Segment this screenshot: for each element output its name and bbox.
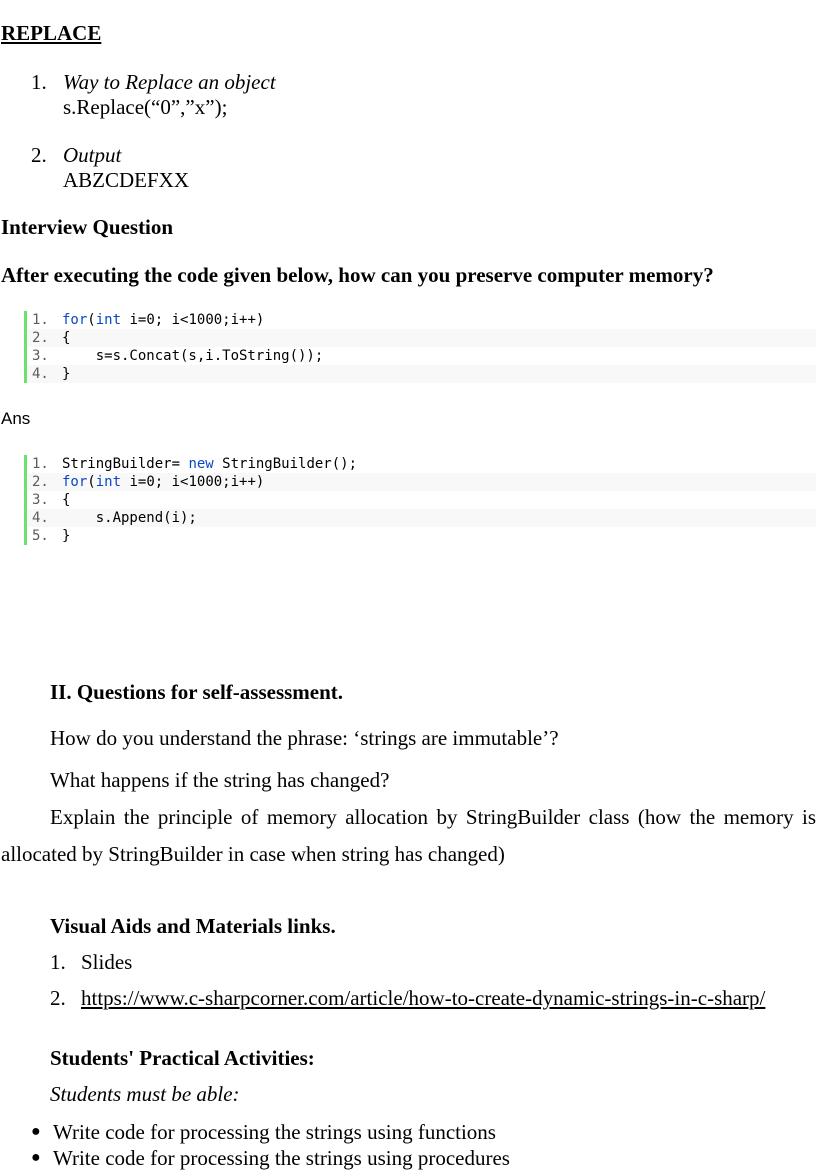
bullet-icon: ●	[31, 1149, 41, 1166]
line-number: 5.	[32, 528, 49, 544]
code-text: }	[62, 366, 71, 382]
line-number: 1.	[32, 456, 49, 472]
line-number: 2.	[32, 330, 49, 346]
visual-aids-title: Visual Aids and Materials links.	[50, 914, 336, 938]
code-line	[27, 455, 816, 473]
question-text: What happens if the string has changed?	[50, 768, 390, 792]
line-number: 3.	[32, 492, 49, 508]
list-item-label: Way to Replace an object	[63, 70, 276, 94]
self-assessment-title: II. Questions for self-assessment.	[50, 680, 344, 704]
code-text: i=0; i<1000;i++)	[121, 312, 265, 328]
code-line	[27, 527, 816, 545]
bullet-item: Write code for processing the strings using functions	[53, 1120, 496, 1144]
code-text: i=0; i<1000;i++)	[121, 474, 265, 490]
code-text: s.Append(i);	[62, 510, 197, 526]
code-line	[27, 491, 816, 509]
slides-item: Slides	[81, 950, 133, 974]
code-block-answer	[24, 455, 816, 545]
article-link[interactable]: https://www.c-sharpcorner.com/article/how-to-create-dynamic-strings-in-c-sharp/	[81, 986, 766, 1010]
code-text: StringBuilder();	[213, 456, 358, 472]
interview-question: After executing the code given below, how can you preserve computer memory?	[1, 263, 714, 287]
interview-heading: Interview Question	[1, 215, 174, 239]
code-keyword: for	[62, 474, 88, 490]
code-line	[27, 509, 816, 527]
code-keyword: int	[95, 474, 122, 490]
line-number: 1.	[32, 312, 49, 328]
list-item-label: Output	[63, 143, 122, 167]
question-text-continued: allocated by StringBuilder in case when string has changed)	[1, 842, 505, 866]
code-line	[27, 347, 816, 365]
line-number: 3.	[32, 348, 49, 364]
code-keyword: for	[62, 312, 88, 328]
question-text: Explain the principle of memory allocation by StringBuilder class (how the memory is	[50, 805, 816, 829]
code-text: }	[62, 528, 71, 544]
line-number: 2.	[32, 474, 49, 490]
section-heading-replace: REPLACE	[1, 21, 102, 45]
list-number: 2.	[50, 986, 66, 1010]
code-text: (	[87, 312, 96, 328]
activities-title: Students' Practical Activities:	[50, 1046, 315, 1070]
code-line	[27, 365, 816, 383]
question-text: How do you understand the phrase: ‘strings are immutable’?	[50, 726, 559, 750]
code-keyword: int	[95, 312, 122, 328]
code-line	[27, 473, 816, 491]
list-number: 1.	[50, 950, 66, 974]
code-keyword: new	[188, 456, 214, 472]
code-line	[27, 311, 816, 329]
output-text: ABZCDEFXX	[63, 168, 190, 192]
line-number: 4.	[32, 366, 49, 382]
code-text: {	[62, 330, 71, 346]
list-number: 2.	[31, 143, 47, 167]
code-text: StringBuilder=	[62, 456, 189, 472]
list-number: 1.	[31, 70, 47, 94]
code-text: s=s.Concat(s,i.ToString());	[62, 348, 324, 364]
bullet-icon: ●	[31, 1123, 41, 1140]
code-text: (	[87, 474, 96, 490]
bullet-item: Write code for processing the strings using procedures	[53, 1146, 510, 1170]
code-snippet-text: s.Replace(“0”,”x”);	[63, 95, 228, 119]
activities-subtitle: Students must be able:	[50, 1082, 240, 1106]
code-block-question	[24, 311, 816, 383]
answer-label: Ans	[1, 409, 31, 428]
code-text: {	[62, 492, 71, 508]
code-line	[27, 329, 816, 347]
line-number: 4.	[32, 510, 49, 526]
